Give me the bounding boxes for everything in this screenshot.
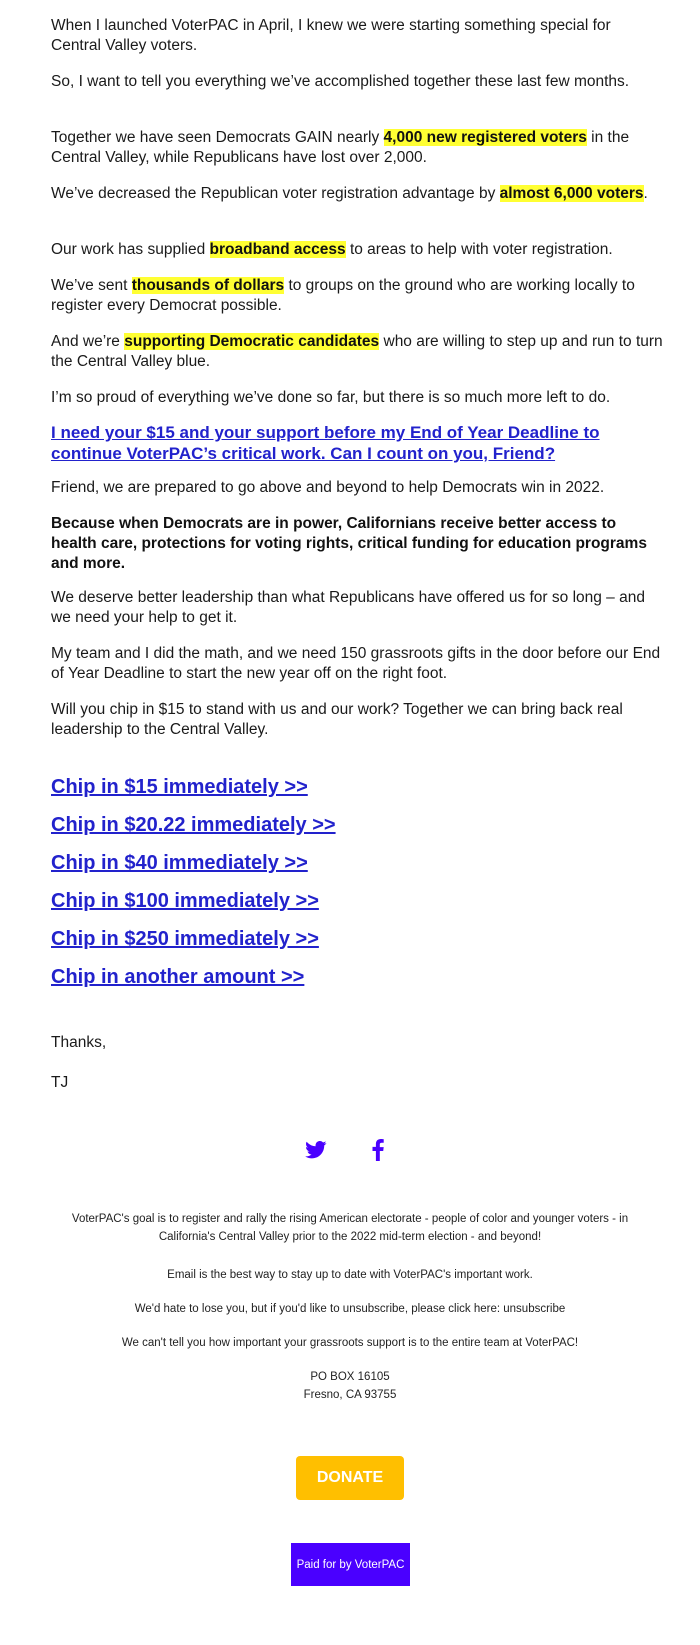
text: who are willing to step up and run to turn the Central Valley blue. [51, 333, 663, 370]
footer-city: Fresno, CA 93755 [303, 1389, 397, 1401]
facebook-icon[interactable] [366, 1138, 390, 1162]
paragraph-proud: I’m so proud of everything we’ve done so far, but there is so much more left to do. [51, 389, 611, 406]
highlight: thousands of dollars [131, 277, 285, 294]
text: to areas to help with voter registration. [345, 241, 613, 258]
donate-button[interactable]: DONATE [296, 1456, 404, 1500]
paragraph-advantage [51, 184, 663, 204]
twitter-icon[interactable] [304, 1138, 328, 1162]
paid-for-disclaimer: Paid for by VoterPAC [291, 1543, 410, 1586]
footer-email-note: Email is the best way to stay up to date with VoterPAC's important work. [167, 1269, 533, 1281]
highlight: supporting Democratic candidates [124, 333, 380, 350]
chip-in-other-link[interactable]: Chip in another amount >> [51, 966, 305, 988]
paragraph-broadband [51, 240, 663, 260]
paragraph-accomplished: So, I want to tell you everything we’ve accomplished together these last few months. [51, 73, 630, 90]
highlight: almost 6,000 voters [499, 185, 644, 202]
paragraph-launch: When I launched VoterPAC in April, I knew we were starting something special for Central Valley voters. [51, 17, 611, 54]
chip-in-100-link[interactable]: Chip in $100 immediately >> [51, 890, 319, 912]
footer-unsubscribe [50, 1300, 650, 1318]
text: Together we have seen Democrats GAIN nearly [51, 129, 384, 146]
signoff-thanks: Thanks, [51, 1034, 107, 1051]
paragraph-prepared: Friend, we are prepared to go above and beyond to help Democrats win in 2022. [51, 479, 605, 496]
text: We’ve decreased the Republican voter registration advantage by [51, 185, 500, 202]
footer-goal: VoterPAC's goal is to register and rally the rising American electorate - people of color and younger voters - in California's Central Valley prior to the 2022 mid-term election - and beyond! [71, 1213, 629, 1243]
text: in the Central Valley, while Republicans have lost over 2,000. [51, 129, 630, 166]
text: We’ve sent [51, 277, 132, 294]
paragraph-registration-gain [51, 128, 663, 168]
text: We'd hate to lose you, but if you'd like to unsubscribe, please click here: [134, 1303, 504, 1315]
text: And we’re [51, 333, 125, 350]
chip-in-15-link[interactable]: Chip in $15 immediately >> [51, 776, 308, 798]
paragraph-math: My team and I did the math, and we need 150 grassroots gifts in the door before our End of Year Deadline to start the new year off on the right foot. [51, 645, 661, 682]
text: . [643, 185, 648, 202]
text: to groups on the ground who are working locally to register every Democrat possible. [51, 277, 635, 314]
paragraph-dollars [51, 276, 663, 316]
cta-donate-link[interactable]: I need your $15 and your support before my End of Year Deadline to continue VoterPAC’s critical work. Can I count on you, Friend? [51, 423, 600, 463]
highlight: broadband access [209, 241, 346, 258]
text: Our work has supplied [51, 241, 210, 258]
footer-grassroots: We can't tell you how important your grassroots support is to the entire team at VoterPAC! [121, 1337, 579, 1349]
chip-in-250-link[interactable]: Chip in $250 immediately >> [51, 928, 319, 950]
paragraph-candidates [51, 332, 663, 372]
chip-in-20-22-link[interactable]: Chip in $20.22 immediately >> [51, 814, 336, 836]
signoff-name: TJ [51, 1074, 69, 1091]
chip-in-40-link[interactable]: Chip in $40 immediately >> [51, 852, 308, 874]
paragraph-leadership: We deserve better leadership than what Republicans have offered us for so long – and we need your help to get it. [51, 589, 645, 626]
footer-po-box: PO BOX 16105 [310, 1371, 390, 1383]
highlight: 4,000 new registered voters [383, 129, 587, 146]
unsubscribe-link[interactable]: unsubscribe [503, 1303, 566, 1315]
paragraph-because: Because when Democrats are in power, Californians receive better access to health care, protections for voting rights, critical funding for education programs and more. [51, 515, 647, 572]
paragraph-chip-in: Will you chip in $15 to stand with us and our work? Together we can bring back real leadership to the Central Valley. [51, 701, 623, 738]
